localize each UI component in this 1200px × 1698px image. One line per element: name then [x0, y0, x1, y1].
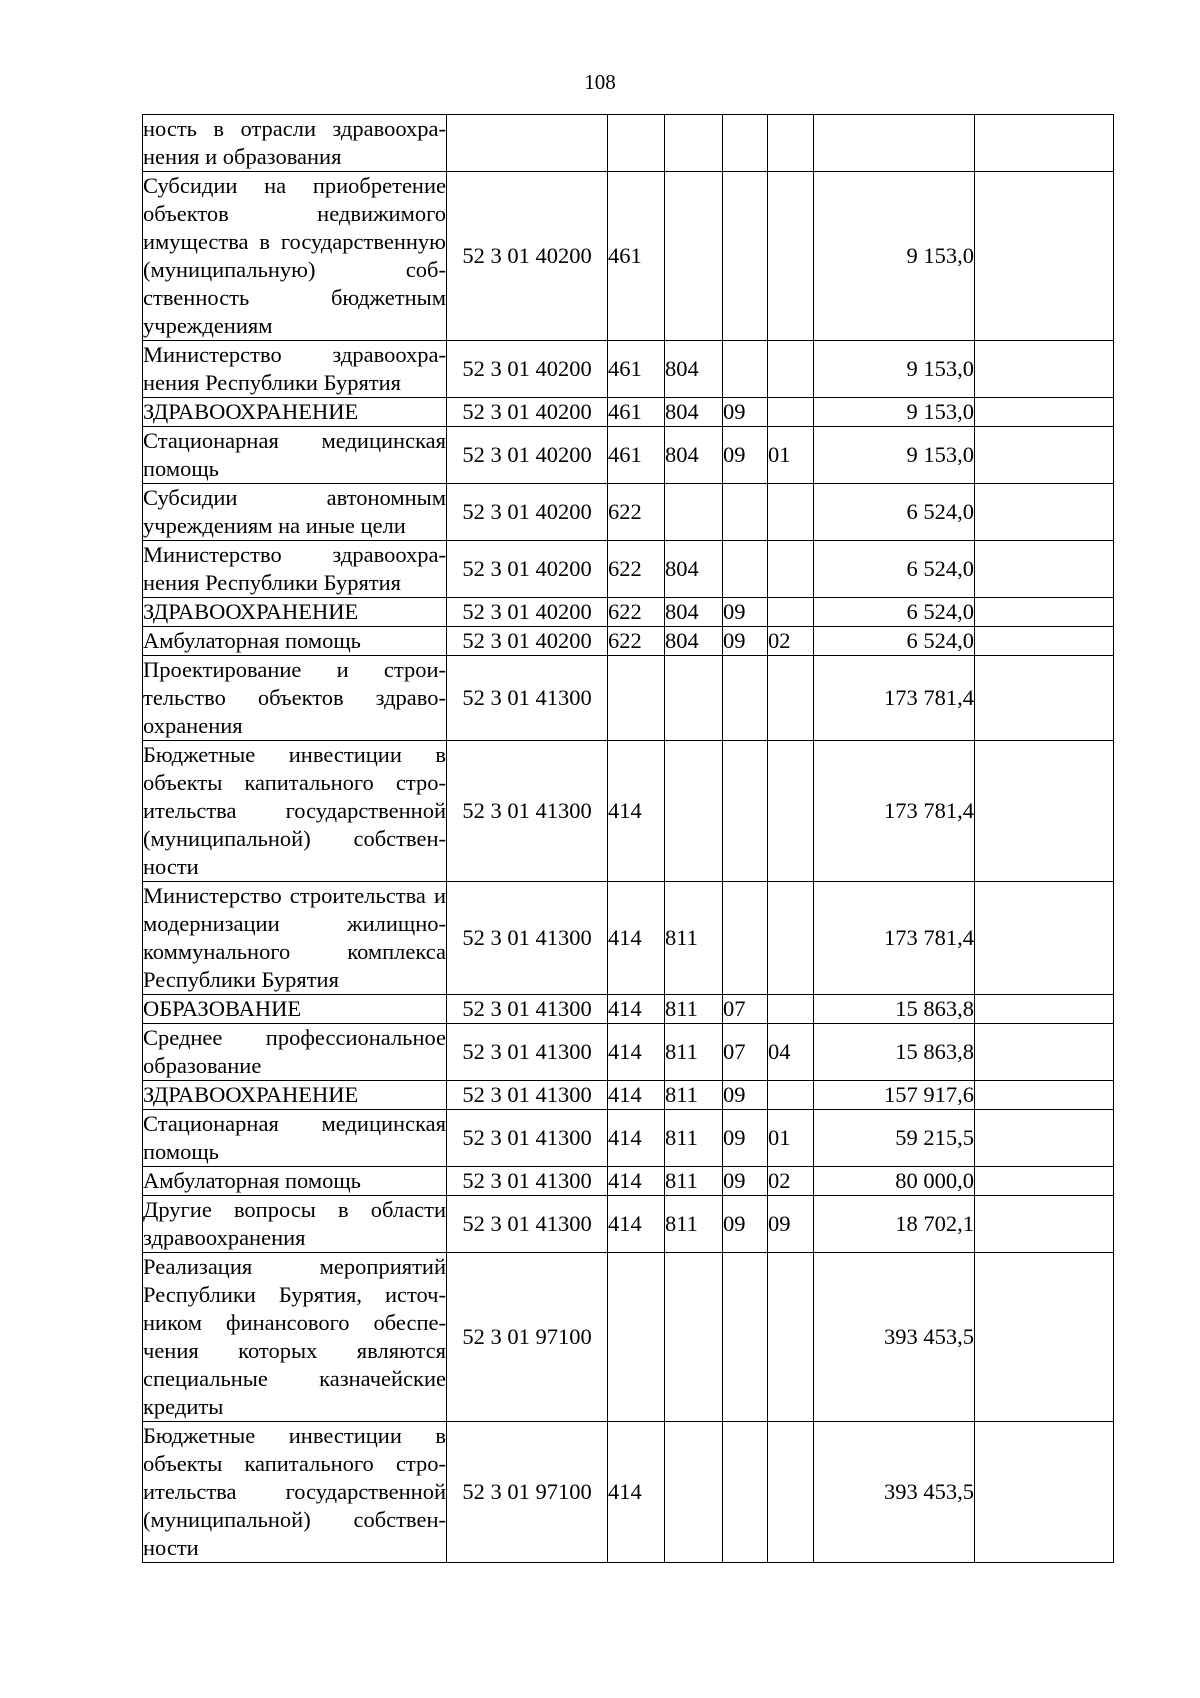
section-code [723, 341, 768, 398]
subsection-code [768, 882, 814, 995]
page-number: 108 [584, 70, 616, 94]
empty-cell [975, 1422, 1114, 1563]
table-row [143, 1422, 1114, 1563]
ministry-code: 811 [665, 882, 723, 995]
table-row [143, 1253, 1114, 1422]
empty-cell [975, 741, 1114, 882]
section-code: 09 [723, 598, 768, 627]
empty-cell [975, 1024, 1114, 1081]
target-code: 52 3 01 97100 [447, 1422, 608, 1563]
target-code: 52 3 01 41300 [447, 1081, 608, 1110]
row-name: Министерство строительства и модернизации жилищно-коммунального комплекса Республики Бурятия [143, 882, 447, 995]
table-row [143, 341, 1114, 398]
empty-cell [975, 882, 1114, 995]
ministry-code: 811 [665, 1081, 723, 1110]
table-row [143, 1081, 1114, 1110]
amount: 9 153,0 [814, 398, 975, 427]
amount: 393 453,5 [814, 1422, 975, 1563]
target-code: 52 3 01 40200 [447, 627, 608, 656]
empty-cell [975, 398, 1114, 427]
expense-type-code: 414 [608, 1024, 665, 1081]
subsection-code [768, 1422, 814, 1563]
target-code: 52 3 01 41300 [447, 1024, 608, 1081]
empty-cell [975, 427, 1114, 484]
empty-cell [975, 1196, 1114, 1253]
expense-type-code: 414 [608, 1110, 665, 1167]
table-row [143, 1110, 1114, 1167]
row-name: Министерство здравоохранения Республики Бурятия [143, 341, 447, 398]
row-name: ЗДРАВООХРАНЕНИЕ [143, 1081, 447, 1110]
empty-cell [975, 1081, 1114, 1110]
empty-cell [975, 1167, 1114, 1196]
table-row [143, 882, 1114, 995]
amount: 80 000,0 [814, 1167, 975, 1196]
budget-table [142, 114, 1114, 1563]
subsection-code [768, 341, 814, 398]
section-code [723, 656, 768, 741]
target-code: 52 3 01 40200 [447, 427, 608, 484]
expense-type-code: 461 [608, 172, 665, 341]
subsection-code [768, 398, 814, 427]
table-row [143, 398, 1114, 427]
subsection-code [768, 115, 814, 172]
subsection-code [768, 484, 814, 541]
section-code: 09 [723, 427, 768, 484]
target-code: 52 3 01 41300 [447, 882, 608, 995]
ministry-code: 811 [665, 1196, 723, 1253]
row-name: Министерство здравоохранения Республики Бурятия [143, 541, 447, 598]
subsection-code: 02 [768, 1167, 814, 1196]
row-name: ЗДРАВООХРАНЕНИЕ [143, 598, 447, 627]
ministry-code [665, 484, 723, 541]
section-code [723, 1253, 768, 1422]
expense-type-code: 414 [608, 1167, 665, 1196]
subsection-code [768, 598, 814, 627]
ministry-code [665, 172, 723, 341]
row-name: Другие вопросы в области здравоохранения [143, 1196, 447, 1253]
subsection-code [768, 995, 814, 1024]
ministry-code [665, 1253, 723, 1422]
expense-type-code: 414 [608, 1081, 665, 1110]
ministry-code: 804 [665, 398, 723, 427]
section-code [723, 882, 768, 995]
expense-type-code: 461 [608, 341, 665, 398]
row-name: Бюджетные инвестиции в объекты капитального строительства государственной (муниципальной) собственности [143, 1422, 447, 1563]
row-name: ЗДРАВООХРАНЕНИЕ [143, 398, 447, 427]
target-code: 52 3 01 40200 [447, 598, 608, 627]
row-name: Стационарная медицинская помощь [143, 1110, 447, 1167]
amount: 59 215,5 [814, 1110, 975, 1167]
table-row [143, 1167, 1114, 1196]
target-code: 52 3 01 40200 [447, 484, 608, 541]
amount: 173 781,4 [814, 656, 975, 741]
row-name: Амбулаторная помощь [143, 627, 447, 656]
section-code: 09 [723, 398, 768, 427]
section-code [723, 1422, 768, 1563]
table-row [143, 172, 1114, 341]
target-code: 52 3 01 41300 [447, 1167, 608, 1196]
section-code [723, 541, 768, 598]
expense-type-code: 414 [608, 882, 665, 995]
expense-type-code: 414 [608, 1422, 665, 1563]
section-code: 07 [723, 995, 768, 1024]
ministry-code: 804 [665, 427, 723, 484]
row-name: ОБРАЗОВАНИЕ [143, 995, 447, 1024]
ministry-code: 804 [665, 598, 723, 627]
table-row [143, 995, 1114, 1024]
section-code: 09 [723, 1110, 768, 1167]
ministry-code [665, 1422, 723, 1563]
table-row [143, 656, 1114, 741]
target-code [447, 115, 608, 172]
subsection-code [768, 1253, 814, 1422]
empty-cell [975, 172, 1114, 341]
table-row [143, 627, 1114, 656]
subsection-code: 01 [768, 1110, 814, 1167]
subsection-code [768, 656, 814, 741]
empty-cell [975, 627, 1114, 656]
expense-type-code [608, 656, 665, 741]
ministry-code [665, 115, 723, 172]
empty-cell [975, 656, 1114, 741]
table-row [143, 1024, 1114, 1081]
ministry-code: 811 [665, 995, 723, 1024]
table-row [143, 598, 1114, 627]
section-code: 07 [723, 1024, 768, 1081]
expense-type-code [608, 115, 665, 172]
target-code: 52 3 01 40200 [447, 398, 608, 427]
expense-type-code: 622 [608, 627, 665, 656]
section-code: 09 [723, 1167, 768, 1196]
subsection-code: 09 [768, 1196, 814, 1253]
table-row [143, 541, 1114, 598]
empty-cell [975, 1110, 1114, 1167]
subsection-code [768, 741, 814, 882]
row-name: Субсидии на приобретение объектов недвижимого имущества в государственную (муниципальную) собственность бюджетным учреждениям [143, 172, 447, 341]
table-row [143, 427, 1114, 484]
empty-cell [975, 541, 1114, 598]
expense-type-code: 461 [608, 427, 665, 484]
amount: 6 524,0 [814, 627, 975, 656]
row-name: Стационарная медицинская помощь [143, 427, 447, 484]
row-name: Субсидии автономным учреждениям на иные цели [143, 484, 447, 541]
table-row [143, 741, 1114, 882]
amount: 173 781,4 [814, 882, 975, 995]
empty-cell [975, 598, 1114, 627]
section-code [723, 741, 768, 882]
empty-cell [975, 995, 1114, 1024]
section-code: 09 [723, 1081, 768, 1110]
empty-cell [975, 341, 1114, 398]
subsection-code: 04 [768, 1024, 814, 1081]
ministry-code [665, 656, 723, 741]
table-row [143, 484, 1114, 541]
amount: 6 524,0 [814, 598, 975, 627]
amount: 15 863,8 [814, 995, 975, 1024]
target-code: 52 3 01 40200 [447, 172, 608, 341]
section-code: 09 [723, 627, 768, 656]
row-name: Среднее профессиональное образование [143, 1024, 447, 1081]
subsection-code [768, 541, 814, 598]
expense-type-code: 414 [608, 995, 665, 1024]
expense-type-code: 622 [608, 541, 665, 598]
row-name: ность в отрасли здравоохранения и образования [143, 115, 447, 172]
ministry-code: 804 [665, 627, 723, 656]
subsection-code: 01 [768, 427, 814, 484]
table-row [143, 115, 1114, 172]
ministry-code: 804 [665, 341, 723, 398]
ministry-code [665, 741, 723, 882]
expense-type-code [608, 1253, 665, 1422]
empty-cell [975, 115, 1114, 172]
expense-type-code: 622 [608, 598, 665, 627]
amount: 173 781,4 [814, 741, 975, 882]
target-code: 52 3 01 40200 [447, 541, 608, 598]
empty-cell [975, 1253, 1114, 1422]
amount: 157 917,6 [814, 1081, 975, 1110]
amount: 6 524,0 [814, 484, 975, 541]
row-name: Реализация мероприятий Республики Бурятия, источником финансового обеспечения которых являются специальные казначейские кредиты [143, 1253, 447, 1422]
amount: 9 153,0 [814, 427, 975, 484]
ministry-code: 804 [665, 541, 723, 598]
amount: 9 153,0 [814, 172, 975, 341]
ministry-code: 811 [665, 1110, 723, 1167]
row-name: Проектирование и строительство объектов здравоохранения [143, 656, 447, 741]
section-code [723, 115, 768, 172]
section-code [723, 172, 768, 341]
subsection-code [768, 172, 814, 341]
amount: 393 453,5 [814, 1253, 975, 1422]
amount: 18 702,1 [814, 1196, 975, 1253]
amount: 9 153,0 [814, 341, 975, 398]
amount [814, 115, 975, 172]
target-code: 52 3 01 40200 [447, 341, 608, 398]
ministry-code: 811 [665, 1167, 723, 1196]
expense-type-code: 414 [608, 1196, 665, 1253]
table-body [143, 115, 1114, 1563]
target-code: 52 3 01 97100 [447, 1253, 608, 1422]
subsection-code: 02 [768, 627, 814, 656]
target-code: 52 3 01 41300 [447, 1110, 608, 1167]
expense-type-code: 461 [608, 398, 665, 427]
empty-cell [975, 484, 1114, 541]
target-code: 52 3 01 41300 [447, 656, 608, 741]
row-name: Амбулаторная помощь [143, 1167, 447, 1196]
amount: 6 524,0 [814, 541, 975, 598]
table-row [143, 1196, 1114, 1253]
target-code: 52 3 01 41300 [447, 1196, 608, 1253]
target-code: 52 3 01 41300 [447, 741, 608, 882]
amount: 15 863,8 [814, 1024, 975, 1081]
expense-type-code: 622 [608, 484, 665, 541]
row-name: Бюджетные инвестиции в объекты капитального строительства государственной (муниципальной) собственности [143, 741, 447, 882]
section-code: 09 [723, 1196, 768, 1253]
section-code [723, 484, 768, 541]
subsection-code [768, 1081, 814, 1110]
expense-type-code: 414 [608, 741, 665, 882]
ministry-code: 811 [665, 1024, 723, 1081]
target-code: 52 3 01 41300 [447, 995, 608, 1024]
